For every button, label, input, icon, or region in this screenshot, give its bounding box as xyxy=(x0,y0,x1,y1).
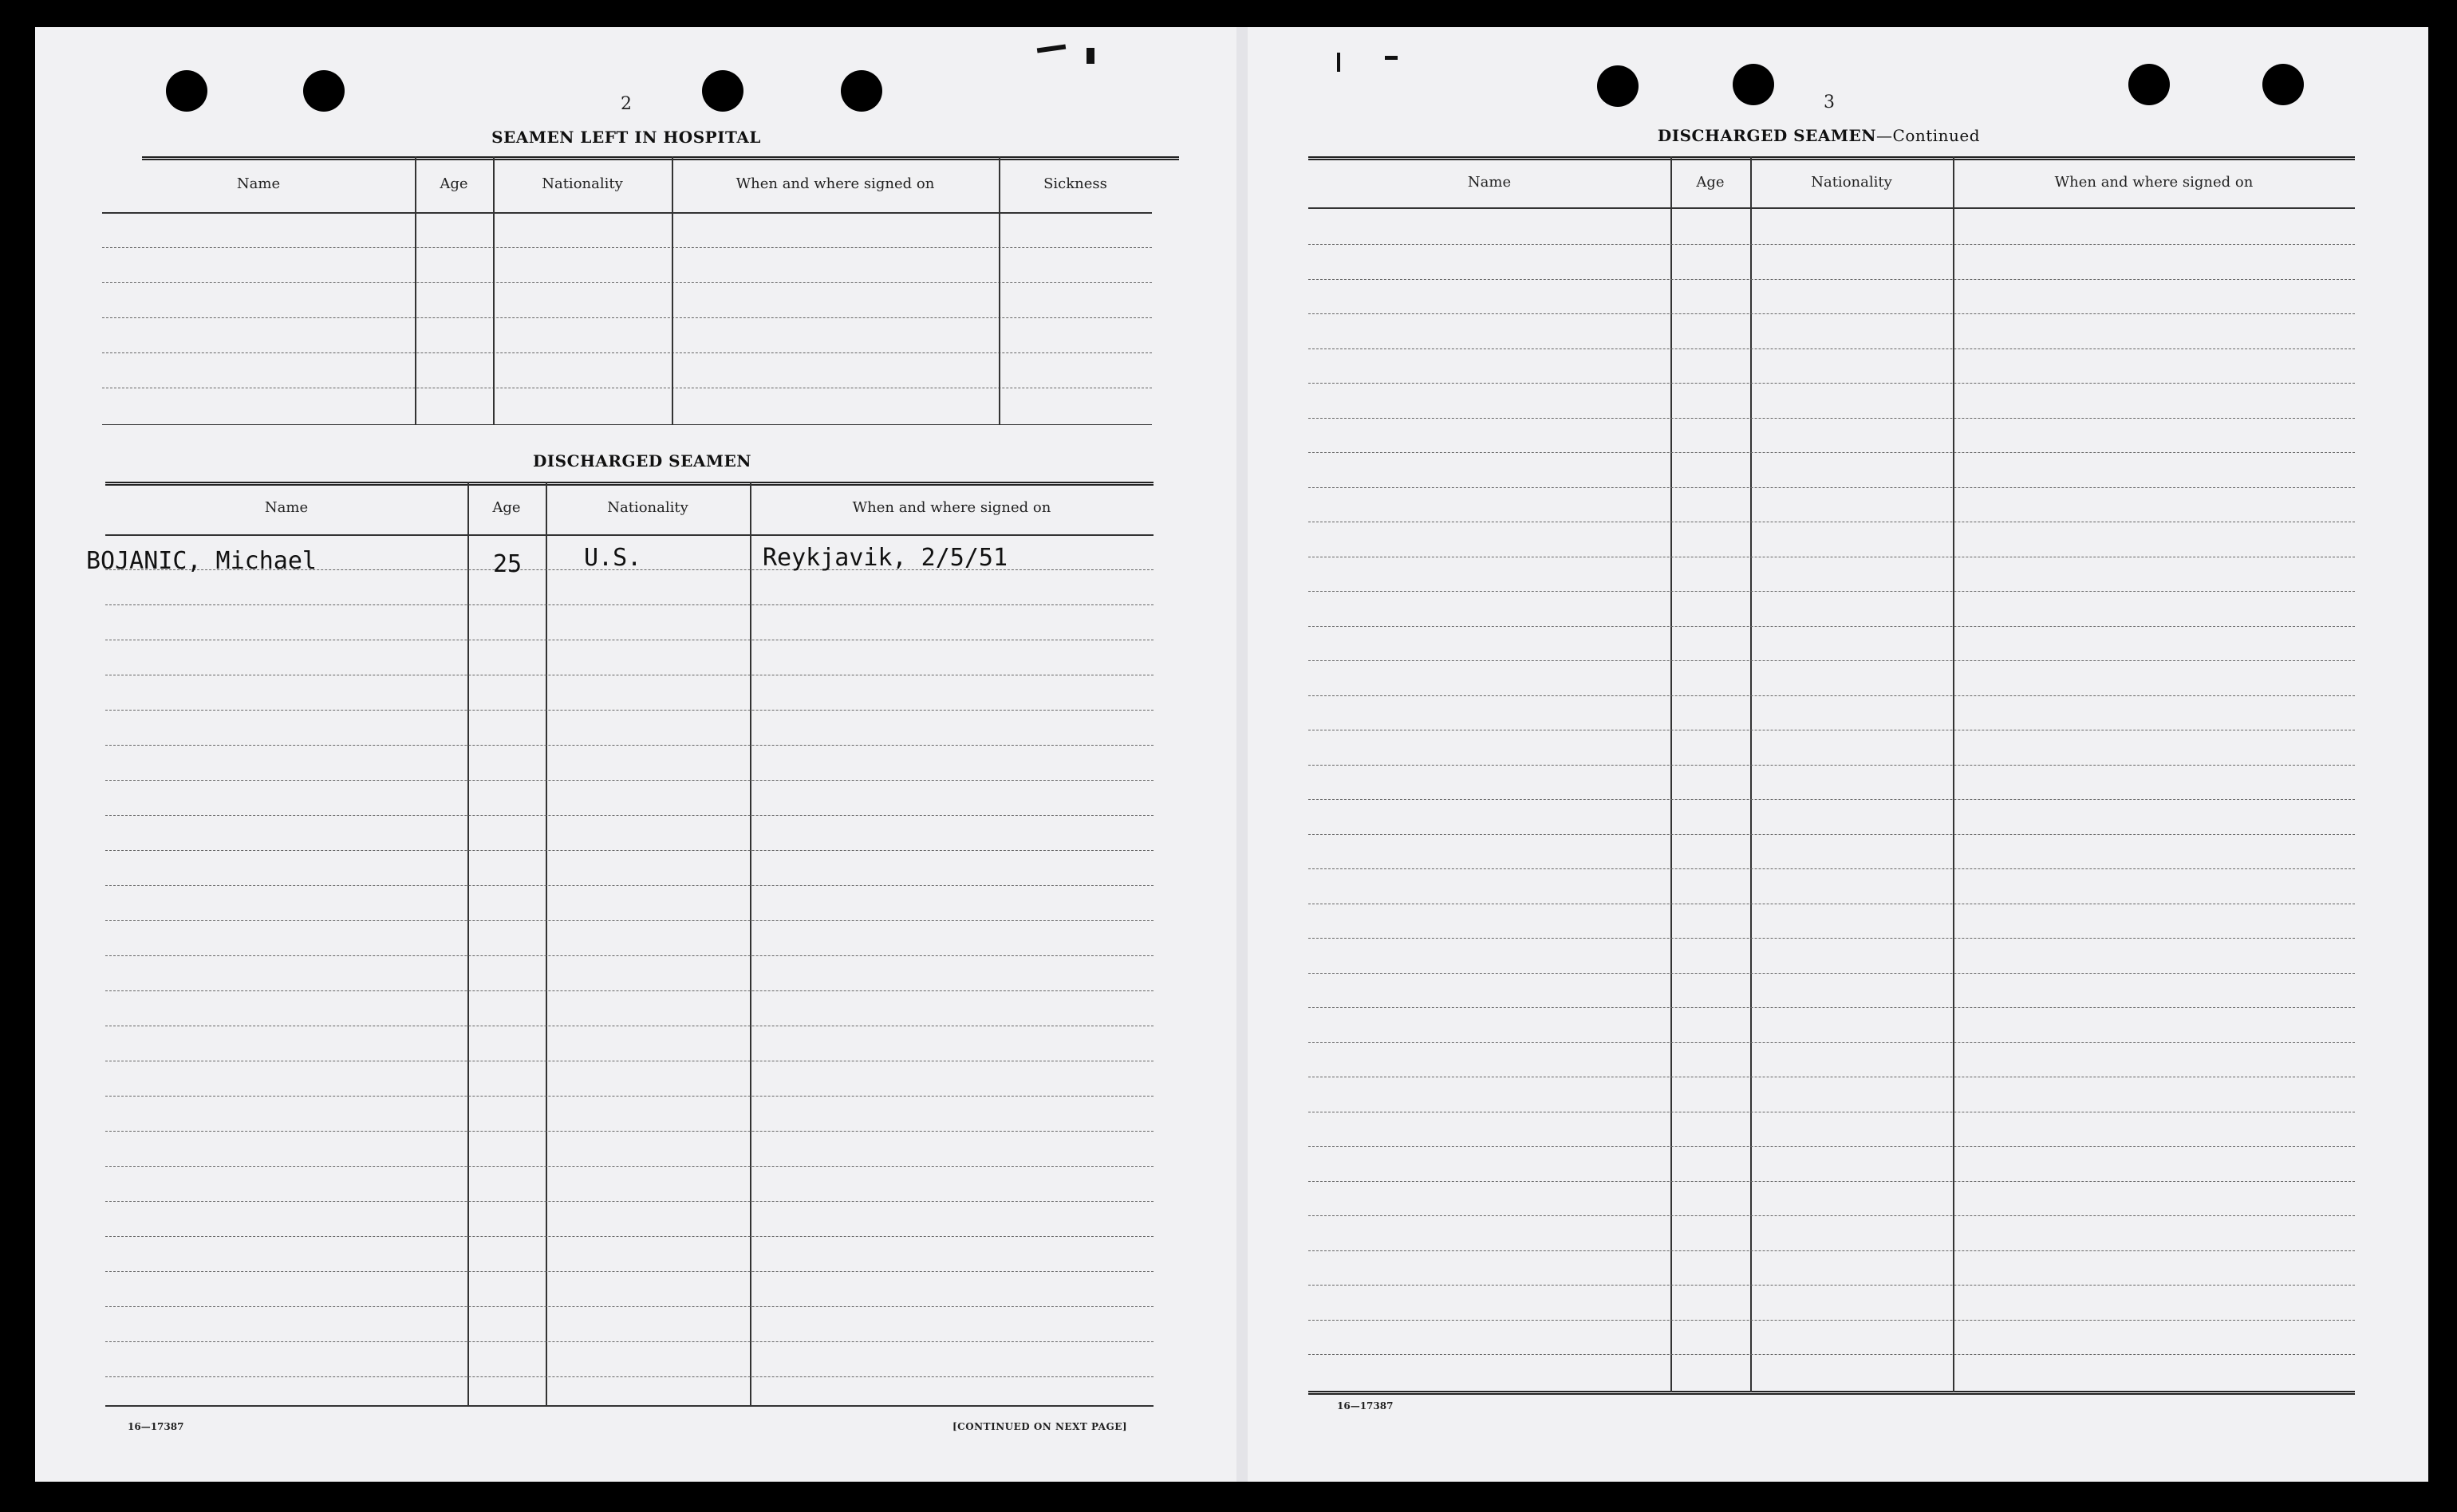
ruled-line xyxy=(1308,1215,2355,1216)
ruled-line xyxy=(105,1341,1154,1342)
ruled-line xyxy=(105,710,1154,711)
discharged-table-right xyxy=(1308,156,2355,1400)
punch-hole xyxy=(702,70,743,112)
hospital-header-signed-on: When and where signed on xyxy=(736,175,935,192)
form-code-right: 16—17387 xyxy=(1337,1400,1394,1412)
ruled-line xyxy=(1308,1007,2355,1008)
continued-note: [CONTINUED ON NEXT PAGE] xyxy=(952,1421,1128,1432)
ruled-line xyxy=(105,850,1154,851)
ruled-line xyxy=(105,1166,1154,1167)
hospital-header-name: Name xyxy=(236,175,281,192)
ruled-line xyxy=(105,1376,1154,1377)
ruled-line xyxy=(1308,1181,2355,1182)
page-spine xyxy=(1236,27,1248,1482)
ruled-line xyxy=(1308,626,2355,627)
hospital-table xyxy=(102,156,1152,431)
ruled-line xyxy=(1308,973,2355,974)
ruled-line xyxy=(105,1096,1154,1097)
ruled-line xyxy=(1308,452,2355,453)
punch-hole xyxy=(303,70,345,112)
table-row-age: 25 xyxy=(493,550,523,578)
scan-mark xyxy=(1385,56,1398,60)
table-row-name: BOJANIC, Michael xyxy=(86,547,317,575)
scan-mark xyxy=(1337,53,1340,72)
ruled-line xyxy=(1308,348,2355,349)
continued-header-name: Name xyxy=(1467,174,1512,191)
ruled-line xyxy=(1308,1354,2355,1355)
ruled-line xyxy=(1308,660,2355,661)
ruled-line xyxy=(1308,418,2355,419)
ruled-line xyxy=(1308,313,2355,314)
ruled-line xyxy=(105,1236,1154,1237)
ruled-line xyxy=(1308,799,2355,800)
continued-header-nationality: Nationality xyxy=(1811,174,1892,191)
punch-hole xyxy=(841,70,882,112)
punch-hole xyxy=(1733,64,1774,105)
discharged-header-nationality: Nationality xyxy=(607,499,688,516)
discharged-title-suffix: —Continued xyxy=(1876,126,1981,145)
ruled-line xyxy=(1308,1250,2355,1251)
ruled-line xyxy=(105,745,1154,746)
punch-hole xyxy=(2262,64,2304,105)
ruled-line xyxy=(105,1201,1154,1202)
ruled-line xyxy=(1308,1285,2355,1286)
ruled-line xyxy=(1308,695,2355,696)
punch-hole xyxy=(1597,65,1639,107)
table-row-signed-on: Reykjavik, 2/5/51 xyxy=(763,544,1008,572)
punch-hole xyxy=(166,70,207,112)
ruled-line xyxy=(1308,244,2355,245)
ruled-line xyxy=(1308,1146,2355,1147)
hospital-header-sickness: Sickness xyxy=(1043,175,1107,192)
page-number-right: 3 xyxy=(1824,93,1835,112)
discharged-header-name: Name xyxy=(264,499,309,516)
ruled-line xyxy=(1308,487,2355,488)
ruled-line xyxy=(1308,938,2355,939)
discharged-table-left xyxy=(105,482,1154,1412)
ruled-line xyxy=(105,604,1154,605)
ruled-line xyxy=(105,920,1154,921)
hospital-section-title: SEAMEN LEFT IN HOSPITAL xyxy=(491,128,761,147)
ruled-line xyxy=(105,1271,1154,1272)
ruled-line xyxy=(1308,383,2355,384)
page-number-left: 2 xyxy=(621,94,632,114)
ruled-line xyxy=(105,780,1154,781)
ruled-line xyxy=(105,885,1154,886)
hospital-header-nationality: Nationality xyxy=(542,175,623,192)
table-row-nationality: U.S. xyxy=(584,544,642,572)
punch-hole xyxy=(2128,64,2170,105)
scan-mark xyxy=(1087,48,1094,64)
ruled-line xyxy=(1308,279,2355,280)
ruled-line xyxy=(1308,591,2355,592)
hospital-header-age: Age xyxy=(440,175,468,192)
ruled-line xyxy=(105,1131,1154,1132)
discharged-continued-title xyxy=(1595,126,2042,145)
ruled-line xyxy=(1308,868,2355,869)
ruled-line xyxy=(105,990,1154,991)
ruled-line xyxy=(105,955,1154,956)
ruled-line xyxy=(105,815,1154,816)
ruled-line xyxy=(1308,1042,2355,1043)
ruled-line xyxy=(1308,1320,2355,1321)
ruled-line xyxy=(1308,834,2355,835)
discharged-section-title: DISCHARGED SEAMEN xyxy=(532,451,752,471)
ruled-line xyxy=(1308,765,2355,766)
discharged-header-age: Age xyxy=(492,499,521,516)
ruled-line xyxy=(105,1306,1154,1307)
discharged-title-main: DISCHARGED SEAMEN xyxy=(1657,126,1877,145)
continued-header-signed-on: When and where signed on xyxy=(2054,174,2254,191)
continued-header-age: Age xyxy=(1696,174,1725,191)
discharged-header-signed-on: When and where signed on xyxy=(852,499,1051,516)
form-code-left: 16—17387 xyxy=(128,1421,184,1432)
